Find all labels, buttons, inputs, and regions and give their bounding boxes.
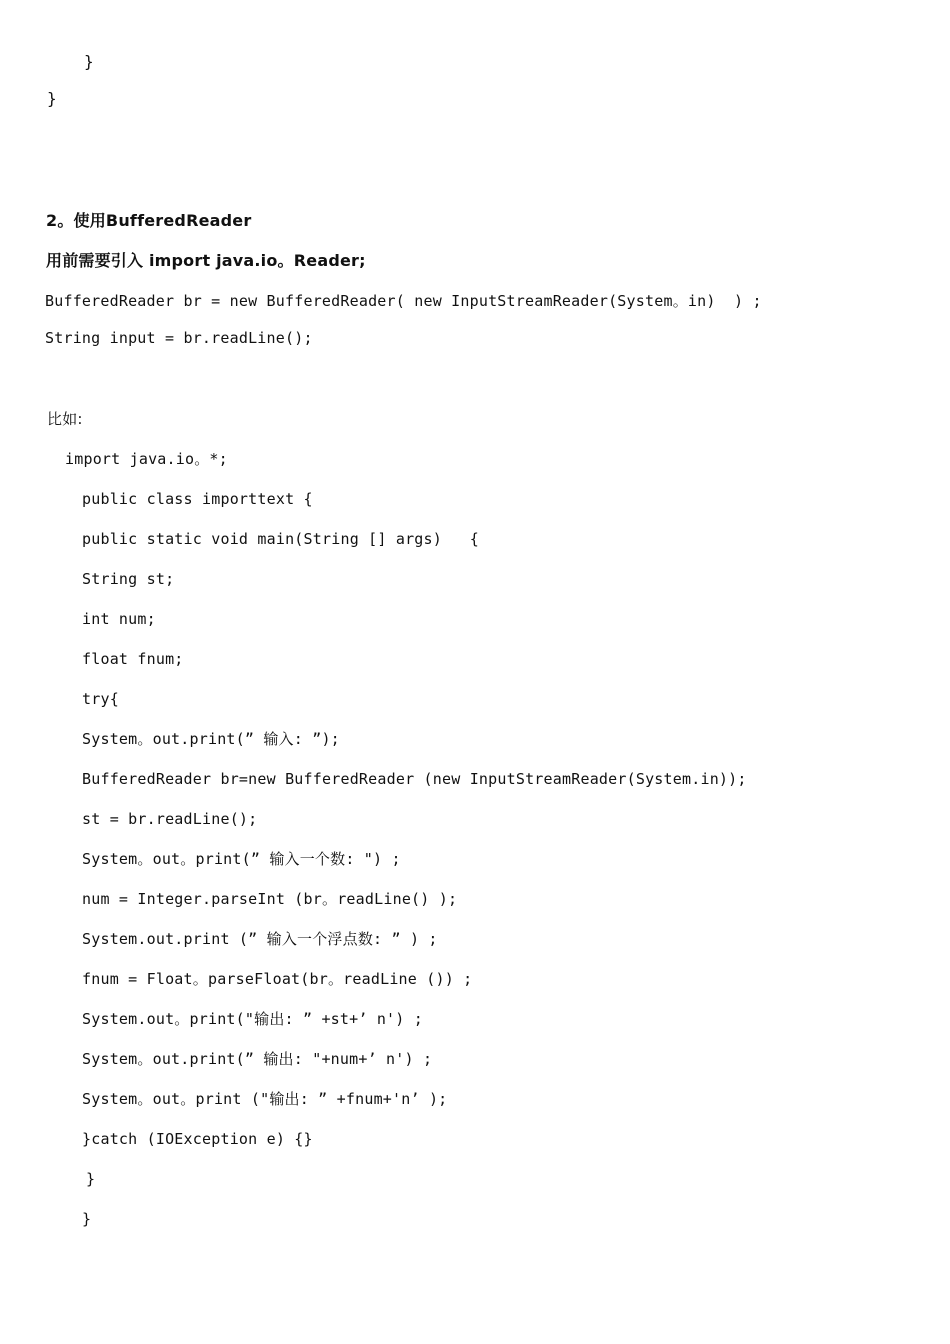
section-title: 2。使用BufferedReader xyxy=(46,211,252,230)
example-import-line: import java.io。*; xyxy=(65,450,228,468)
example-code-line: public class importtext { xyxy=(82,490,313,508)
example-code-line: st = br.readLine(); xyxy=(82,810,258,828)
intro-code-line-2: String input = br.readLine(); xyxy=(45,329,313,347)
example-code-line: System。out。print ("输出: ” +fnum+'n’ ); xyxy=(82,1090,448,1108)
example-code-line: System。out。print(” 输入一个数: ") ; xyxy=(82,850,401,868)
example-code-line: num = Integer.parseInt (br。readLine() ); xyxy=(82,890,458,908)
example-code-line: BufferedReader br=new BufferedReader (new InputStreamReader(System.in)); xyxy=(82,770,747,788)
import-note: 用前需要引入 import java.io。Reader; xyxy=(46,251,366,270)
example-code-line: System.out。print("输出: ” +st+’ n') ; xyxy=(82,1010,423,1028)
example-code-line: System.out.print (” 输入一个浮点数: ” ) ; xyxy=(82,930,438,948)
example-code-line: try{ xyxy=(82,690,119,708)
example-code-line: } xyxy=(86,1170,96,1188)
example-code-line: int num; xyxy=(82,610,156,628)
intro-code-line-1: BufferedReader br = new BufferedReader( new InputStreamReader(System。in) ) ; xyxy=(45,292,762,310)
example-code-line: System。out.print(” 输出: "+num+’ n') ; xyxy=(82,1050,433,1068)
example-label: 比如: xyxy=(47,410,83,428)
example-code-line: }catch (IOException e) {} xyxy=(82,1130,313,1148)
example-code-line: } xyxy=(82,1210,92,1228)
example-code-line: String st; xyxy=(82,570,175,588)
example-code-line: public static void main(String [] args) { xyxy=(82,530,479,548)
example-code-line: System。out.print(” 输入: ”); xyxy=(82,730,340,748)
example-code-line: fnum = Float。parseFloat(br。readLine ()) ; xyxy=(82,970,473,988)
code-brace-inner: } xyxy=(84,52,94,71)
code-brace-outer: } xyxy=(47,89,57,108)
example-code-line: float fnum; xyxy=(82,650,184,668)
